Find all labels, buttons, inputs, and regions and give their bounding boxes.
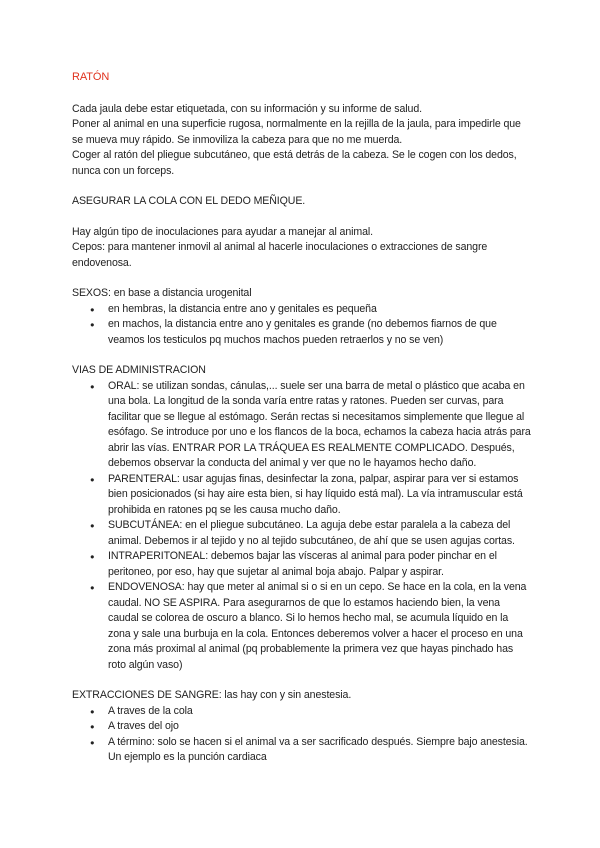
- list-item: ● ORAL: se utilizan sondas, cánulas,... suele ser una barra de metal o plástico que acaba en una bola. La longitud de la sonda varía entre ratas y ratones. Pueden ser curvas, para facilitar que se llegue al estómago. Serán rectas si necesitamos simplemente que llegue al esófago. Se introduce por uno e los flancos de la boca, echamos la cabeza hacia atrás para abrir las vías. ENTRAR POR LA TRÁQUEA ES REALMENTE COMPLICADO. Después, debemos observar la conducta del animal y ver que no le hayamos hecho daño.: [108, 379, 532, 472]
- sexos-heading: SEXOS: en base a distancia urogenital: [72, 287, 252, 299]
- vias-list: [72, 379, 532, 674]
- vias-heading: VIAS DE ADMINISTRACION: [72, 364, 206, 376]
- extracciones-heading: EXTRACCIONES DE SANGRE: las hay con y sin anestesia.: [72, 689, 352, 701]
- list-item: ● SUBCUTÁNEA: en el pliegue subcutáneo. La aguja debe estar paralela a la cabeza del animal. Debemos ir al tejido y no al tejido subcutáneo, de ahí que se usen agujas cortas.: [108, 518, 532, 549]
- list-item: ● A traves del ojo: [108, 719, 532, 735]
- list-item: ● A término: solo se hacen si el animal va a ser sacrificado después. Siempre bajo anestesia. Un ejemplo es la punción cardiaca: [108, 735, 532, 766]
- extracciones-list: [72, 704, 532, 766]
- list-item: ● en hembras, la distancia entre ano y genitales es pequeña: [108, 302, 532, 318]
- document-title: RATÓN: [72, 71, 110, 83]
- list-item: ● PARENTERAL: usar agujas finas, desinfectar la zona, palpar, aspirar para ver si estamos bien posicionados (si hay aire esta bien, si hay líquido está mal). La vía intramuscular está prohibida en ratones pq se les causa mucho daño.: [108, 472, 532, 519]
- intro-section: [72, 102, 532, 180]
- intro-line: Cada jaula debe estar etiquetada, con su información y su informe de salud.: [72, 102, 422, 115]
- list-item: ● INTRAPERITONEAL: debemos bajar las vísceras al animal para poder pinchar en el peritoneo, por eso, hay que sujetar al animal boja abajo. Palpar y aspirar.: [108, 549, 532, 580]
- inoculation-line: Hay algún tipo de inoculaciones para ayudar a manejar al animal.: [72, 225, 374, 238]
- sexos-list: [72, 302, 532, 349]
- document-page: [72, 70, 532, 781]
- list-item: ● en machos, la distancia entre ano y genitales es grande (no debemos fiarnos de que veamos los testiculos pq muchos machos pueden retraerlos y no se ven): [108, 317, 532, 348]
- list-item: ● A traves de la cola: [108, 704, 532, 720]
- intro-line: Poner al animal en una superficie rugosa, normalmente en la rejilla de la jaula, para impedirle que se mueva muy rápido. Se inmoviliza la cabeza para que no me muerda.: [72, 118, 521, 146]
- inoculation-line: Cepos: para mantener inmovil al animal al hacerle inoculaciones o extracciones de sangre endovenosa.: [72, 241, 488, 269]
- tail-note: ASEGURAR LA COLA CON EL DEDO MEÑIQUE.: [72, 195, 306, 207]
- inoculation-section: [72, 225, 532, 272]
- list-item: ● ENDOVENOSA: hay que meter al animal si o si en un cepo. Se hace en la cola, en la vena caudal. NO SE ASPIRA. Para asegurarnos de que lo estamos haciendo bien, la vena caudal se colorea de oscuro a blanco. Si lo hemos hecho mal, se acumula líquido en la zona y sale una burbuja en la cola. Entonces deberemos volver a hacer el proceso en una zona más proximal al animal (pq probablemente la primera vez que hayas pinchado has roto algún vaso): [108, 580, 532, 673]
- intro-line: Coger al ratón del pliegue subcutáneo, que está detrás de la cabeza. Se le cogen con los dedos, nunca con un forceps.: [72, 149, 517, 177]
